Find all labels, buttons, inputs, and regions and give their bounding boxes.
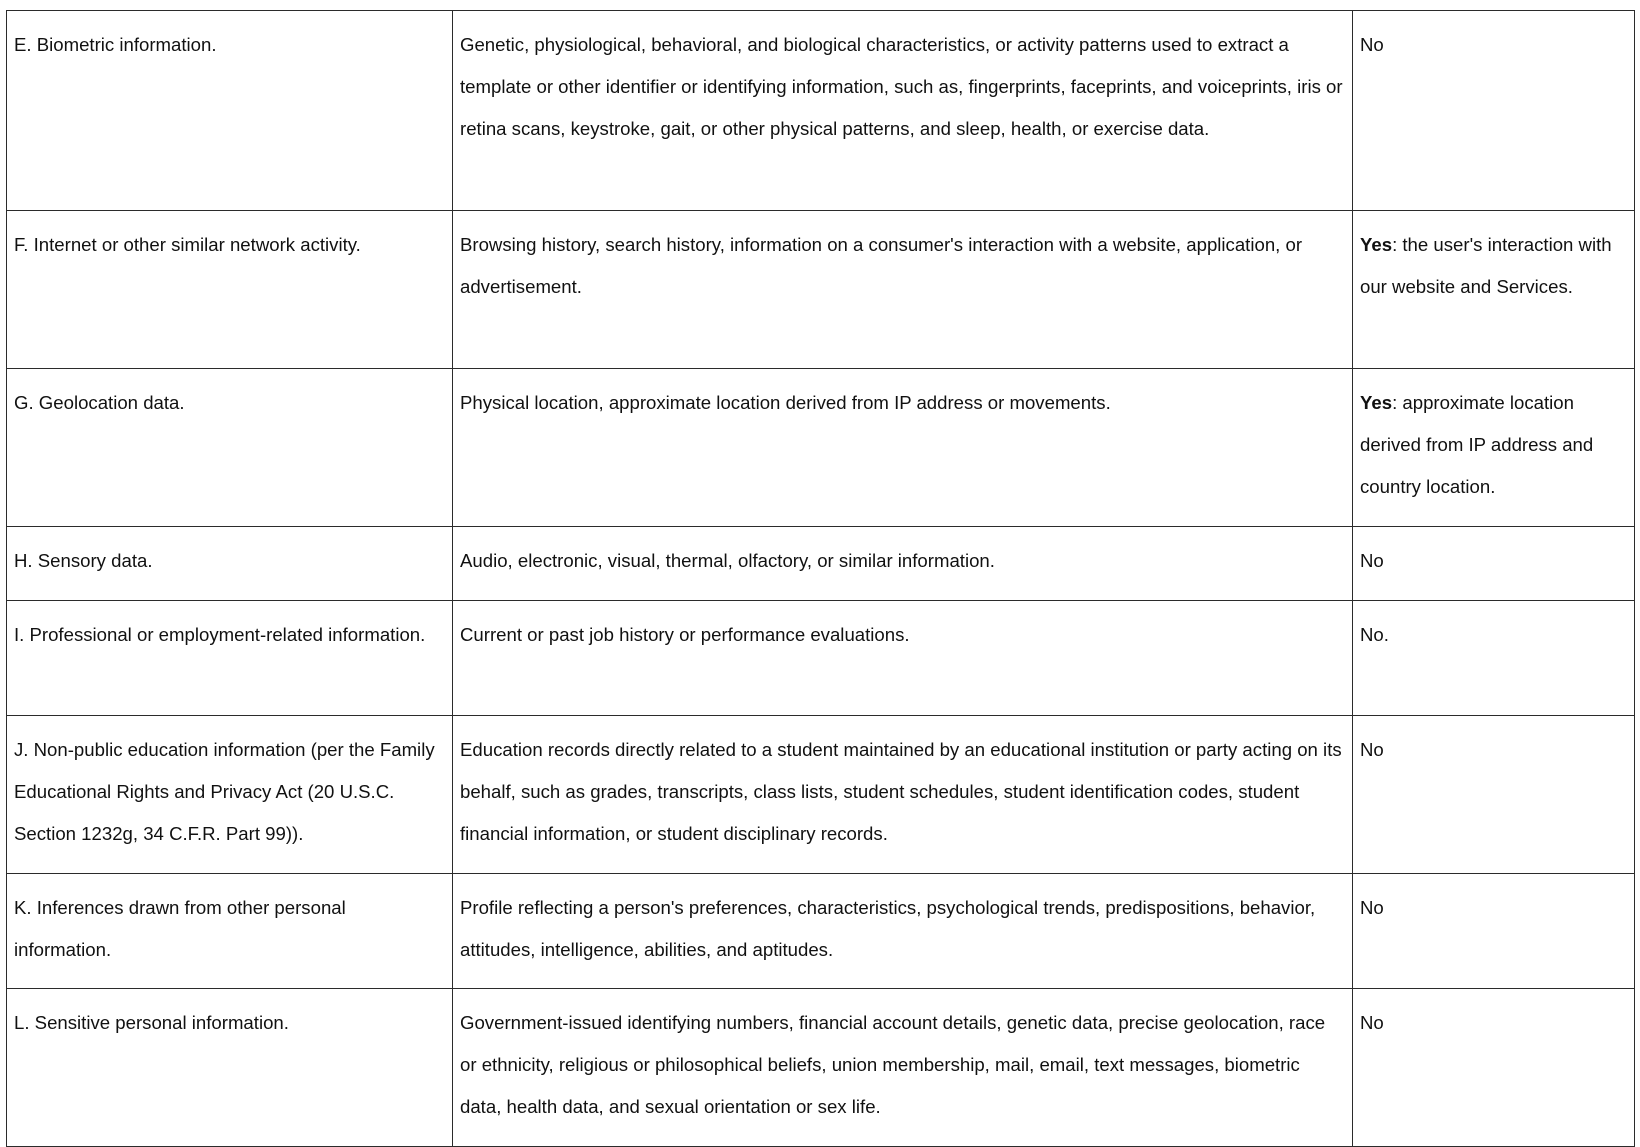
collected-detail: : approximate location derived from IP address and country location.: [1360, 392, 1594, 497]
table-row: [7, 716, 1635, 874]
table-body: [7, 11, 1635, 1147]
examples-cell: Current or past job history or performance evaluations.: [453, 601, 1353, 716]
table-row: [7, 11, 1635, 211]
collected-cell: No: [1353, 989, 1635, 1147]
category-cell: J. Non-public education information (per the Family Educational Rights and Privacy Act (20 U.S.C. Section 1232g, 34 C.F.R. Part 99)).: [7, 716, 453, 874]
table-row: [7, 527, 1635, 601]
category-cell: E. Biometric information.: [7, 11, 453, 211]
category-cell: I. Professional or employment-related information.: [7, 601, 453, 716]
table-row: [7, 874, 1635, 989]
examples-cell: Physical location, approximate location derived from IP address or movements.: [453, 369, 1353, 527]
examples-cell: Browsing history, search history, information on a consumer's interaction with a website, application, or advertisement.: [453, 211, 1353, 369]
category-cell: F. Internet or other similar network activity.: [7, 211, 453, 369]
table-row: [7, 601, 1635, 716]
table-row: [7, 989, 1635, 1147]
category-cell: H. Sensory data.: [7, 527, 453, 601]
collected-yes-label: Yes: [1360, 234, 1393, 255]
examples-cell: Audio, electronic, visual, thermal, olfactory, or similar information.: [453, 527, 1353, 601]
collected-cell: No: [1353, 716, 1635, 874]
collected-cell: No: [1353, 11, 1635, 211]
category-cell: L. Sensitive personal information.: [7, 989, 453, 1147]
table-row: [7, 369, 1635, 527]
category-cell: G. Geolocation data.: [7, 369, 453, 527]
collected-cell: No: [1353, 527, 1635, 601]
collected-cell: [1353, 369, 1635, 527]
examples-cell: Government-issued identifying numbers, financial account details, genetic data, precise geolocation, race or ethnicity, religious or philosophical beliefs, union membership, mail, email, text messages, biometric data, health data, and sexual orientation or sex life.: [453, 989, 1353, 1147]
category-cell: K. Inferences drawn from other personal information.: [7, 874, 453, 989]
examples-cell: Genetic, physiological, behavioral, and biological characteristics, or activity patterns used to extract a template or other identifier or identifying information, such as, fingerprints, faceprints, and voiceprints, iris or retina scans, keystroke, gait, or other physical patterns, and sleep, health, or exercise data.: [453, 11, 1353, 211]
personal-information-categories-table: [6, 10, 1635, 1147]
collected-cell: No: [1353, 874, 1635, 989]
collected-cell: No.: [1353, 601, 1635, 716]
collected-yes-label: Yes: [1360, 392, 1393, 413]
examples-cell: Profile reflecting a person's preferences, characteristics, psychological trends, predispositions, behavior, attitudes, intelligence, abilities, and aptitudes.: [453, 874, 1353, 989]
table-row: [7, 211, 1635, 369]
collected-detail: : the user's interaction with our website and Services.: [1360, 234, 1612, 297]
examples-cell: Education records directly related to a student maintained by an educational institution or party acting on its behalf, such as grades, transcripts, class lists, student schedules, student identification codes, student financial information, or student disciplinary records.: [453, 716, 1353, 874]
collected-cell: [1353, 211, 1635, 369]
